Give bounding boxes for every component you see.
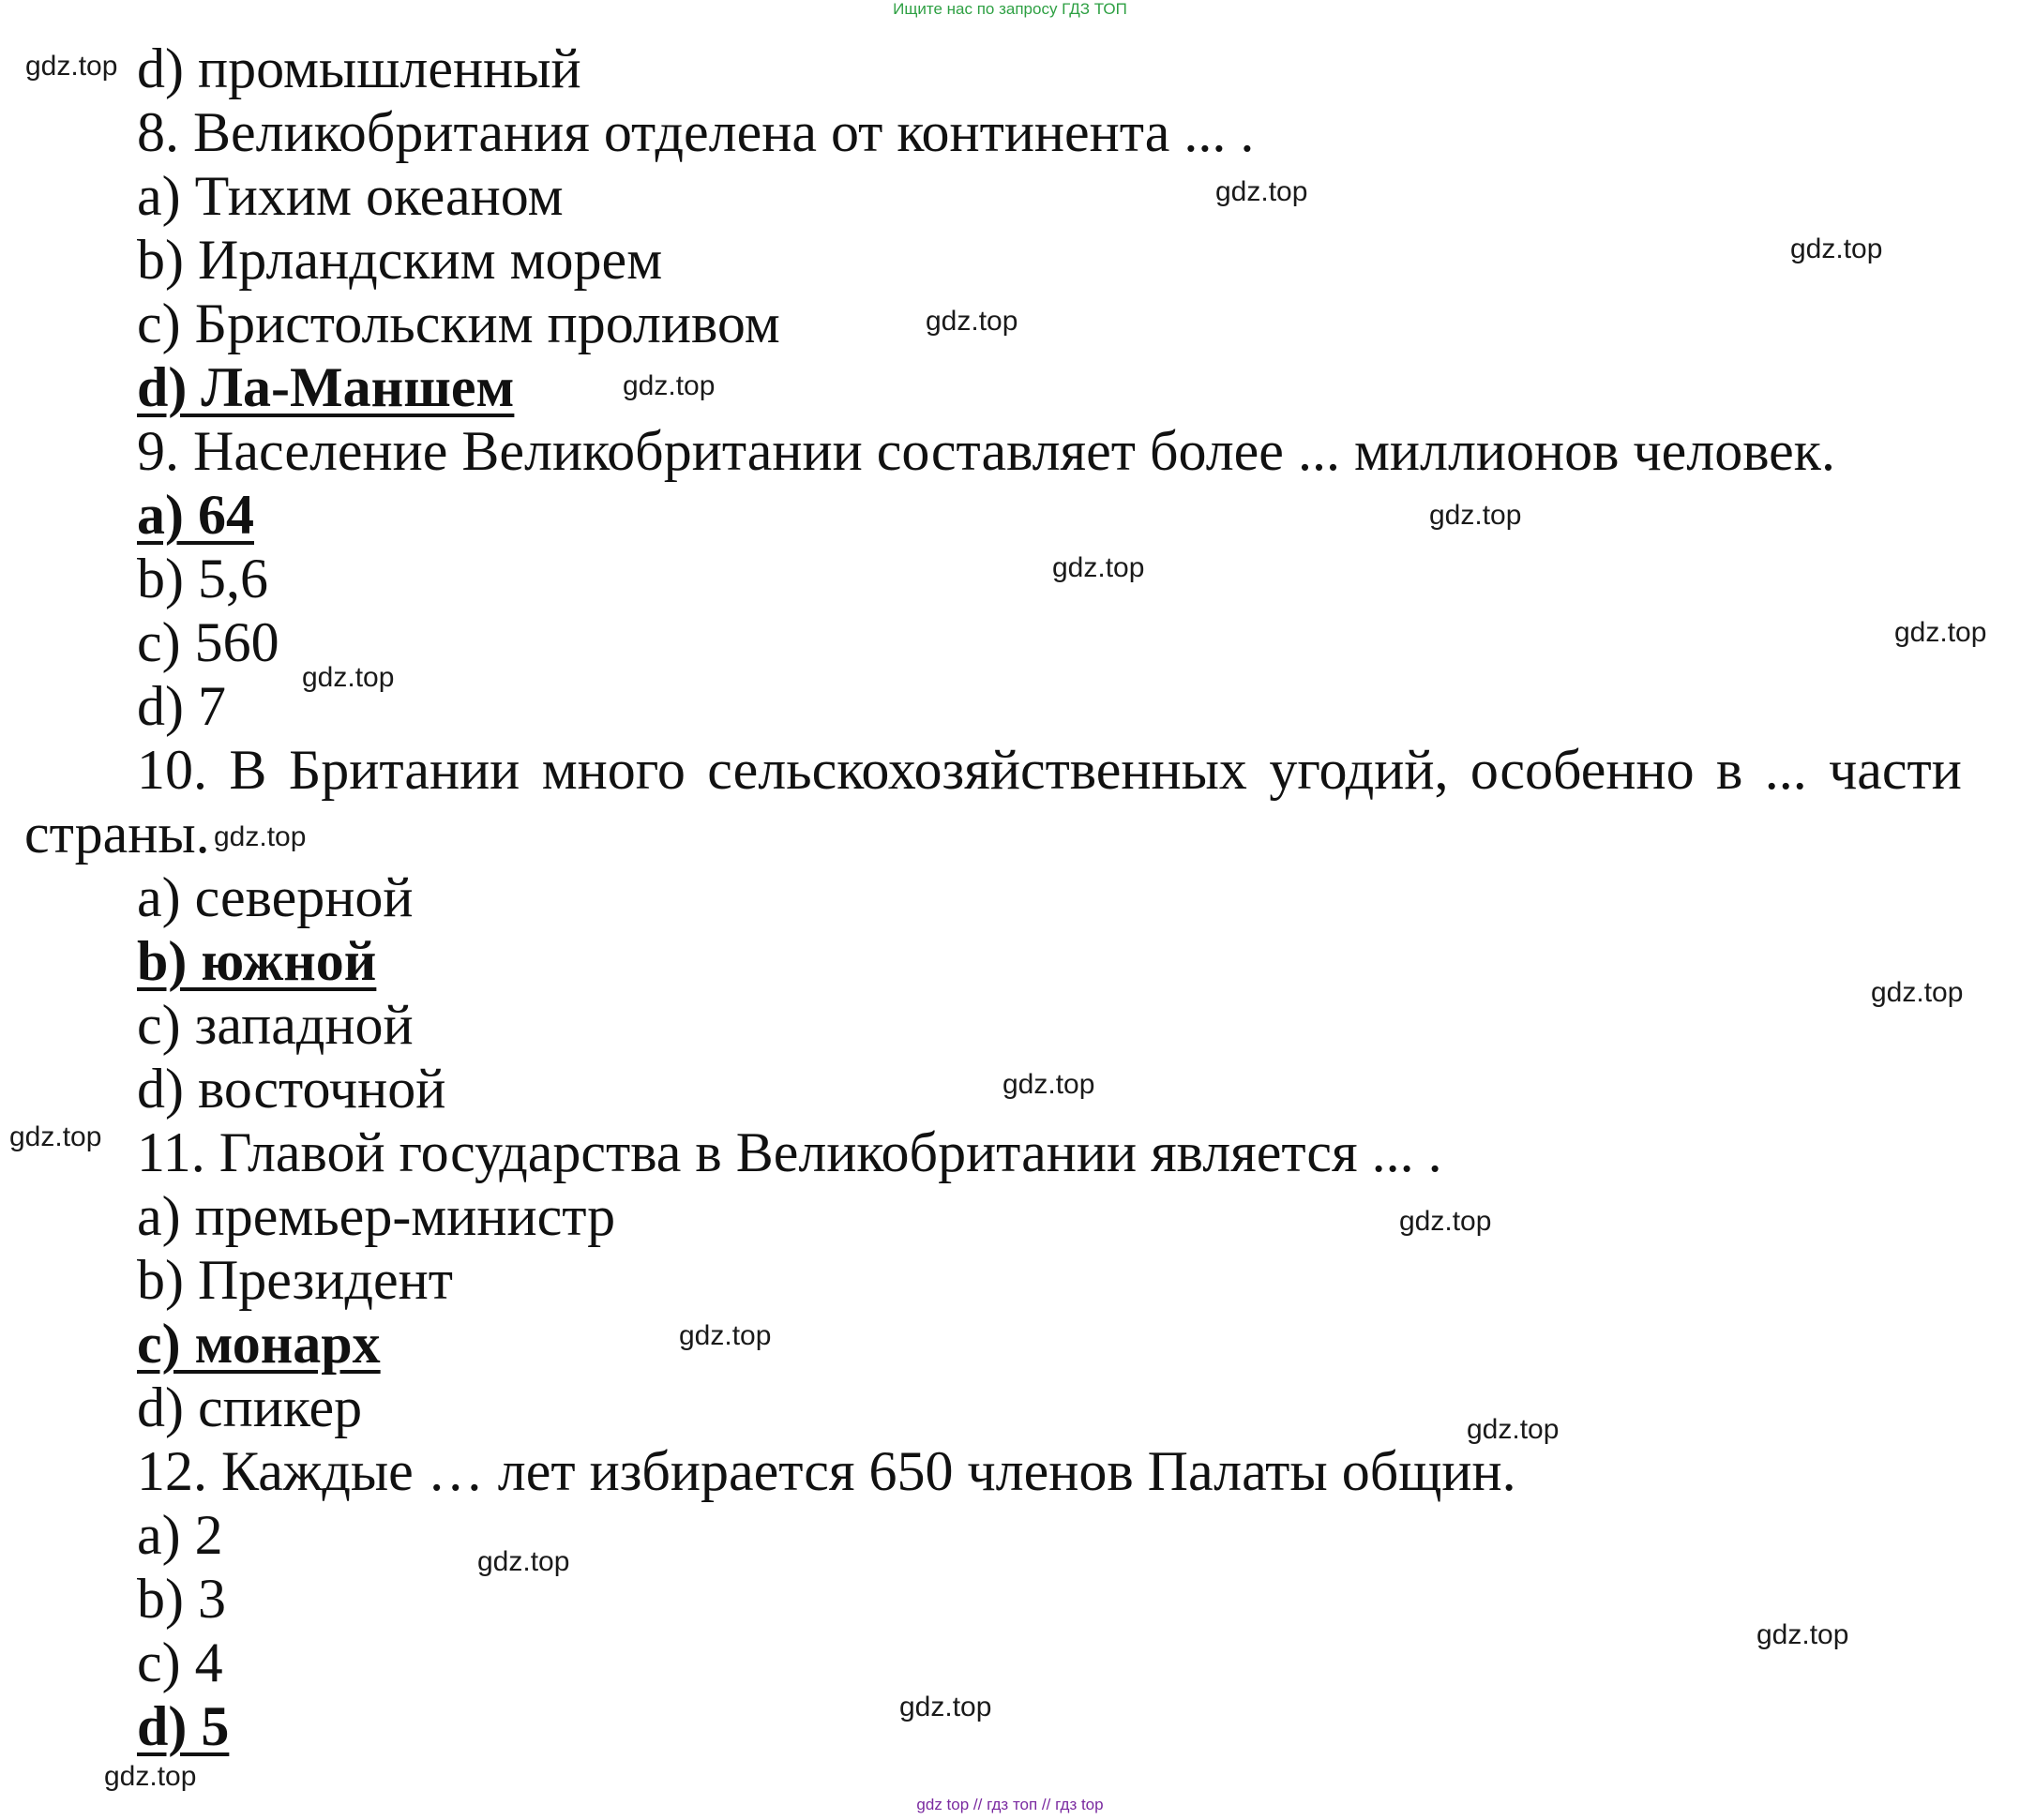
question-9: 9. Население Великобритании составляет более ... миллионов человек. (137, 420, 1835, 482)
watermark: gdz.top (1790, 233, 1883, 264)
top-banner[interactable]: Ищите нас по запросу ГДЗ ТОП (893, 0, 1127, 18)
option-11c-answer: c) монарх (137, 1313, 381, 1375)
watermark: gdz.top (1756, 1619, 1849, 1650)
option-12c: c) 4 (137, 1632, 223, 1693)
q10-word: угодий, (1269, 739, 1449, 801)
option-8a: a) Тихим океаном (137, 165, 564, 227)
q10-word: ... (1764, 739, 1807, 801)
option-12d-answer: d) 5 (137, 1695, 230, 1757)
option-9c: c) 560 (137, 611, 279, 673)
option-9d: d) 7 (137, 675, 226, 737)
q10-word: в (1715, 739, 1743, 801)
option-10a: a) северной (137, 866, 414, 928)
watermark: gdz.top (302, 662, 395, 693)
option-9a-answer: a) 64 (137, 484, 254, 546)
watermark: gdz.top (679, 1320, 772, 1351)
watermark: gdz.top (623, 370, 716, 401)
option-7d: d) промышленный (137, 38, 581, 99)
q10-word: части (1829, 739, 1962, 801)
watermark: gdz.top (1215, 176, 1308, 207)
footer-links[interactable]: gdz top // гдз топ // гдз top (916, 1796, 1104, 1813)
option-11b: b) Президент (137, 1249, 453, 1311)
question-8: 8. Великобритания отделена от континента ... . (137, 101, 1255, 163)
q10-word: много (541, 739, 686, 801)
option-10c: c) западной (137, 994, 414, 1056)
watermark: gdz.top (1052, 552, 1145, 583)
q10-word: В (229, 739, 267, 801)
watermark: gdz.top (9, 1121, 102, 1152)
watermark: gdz.top (899, 1692, 992, 1722)
option-8d-answer: d) Ла-Маншем (137, 356, 515, 418)
q10-word: 10. (137, 739, 207, 801)
watermark: gdz.top (104, 1761, 197, 1792)
watermark: gdz.top (214, 821, 307, 852)
question-10-line-2: страны. (24, 803, 210, 865)
watermark: gdz.top (926, 306, 1018, 337)
option-10b-answer: b) южной (137, 930, 377, 992)
option-12a: a) 2 (137, 1504, 223, 1566)
option-11d: d) спикер (137, 1376, 363, 1438)
watermark: gdz.top (1894, 617, 1987, 648)
option-8c: c) Бристольским проливом (137, 293, 780, 354)
watermark: gdz.top (477, 1546, 570, 1577)
option-11a: a) премьер-министр (137, 1185, 616, 1247)
question-12: 12. Каждые … лет избирается 650 членов Палаты общин. (137, 1440, 1516, 1502)
option-8b: b) Ирландским морем (137, 229, 663, 291)
watermark: gdz.top (1002, 1069, 1095, 1100)
q10-word: Британии (288, 739, 520, 801)
question-10-line-1 (137, 738, 1962, 802)
q10-word: особенно (1470, 739, 1695, 801)
option-10d: d) восточной (137, 1058, 446, 1120)
question-11: 11. Главой государства в Великобритании является ... . (137, 1121, 1442, 1183)
q10-word: сельскохозяйственных (707, 739, 1247, 801)
watermark: gdz.top (1429, 500, 1522, 531)
watermark: gdz.top (1467, 1414, 1560, 1445)
watermark: gdz.top (1399, 1206, 1492, 1237)
option-9b: b) 5,6 (137, 548, 268, 609)
option-12b: b) 3 (137, 1568, 226, 1630)
watermark: gdz.top (25, 51, 118, 82)
watermark: gdz.top (1871, 977, 1964, 1008)
